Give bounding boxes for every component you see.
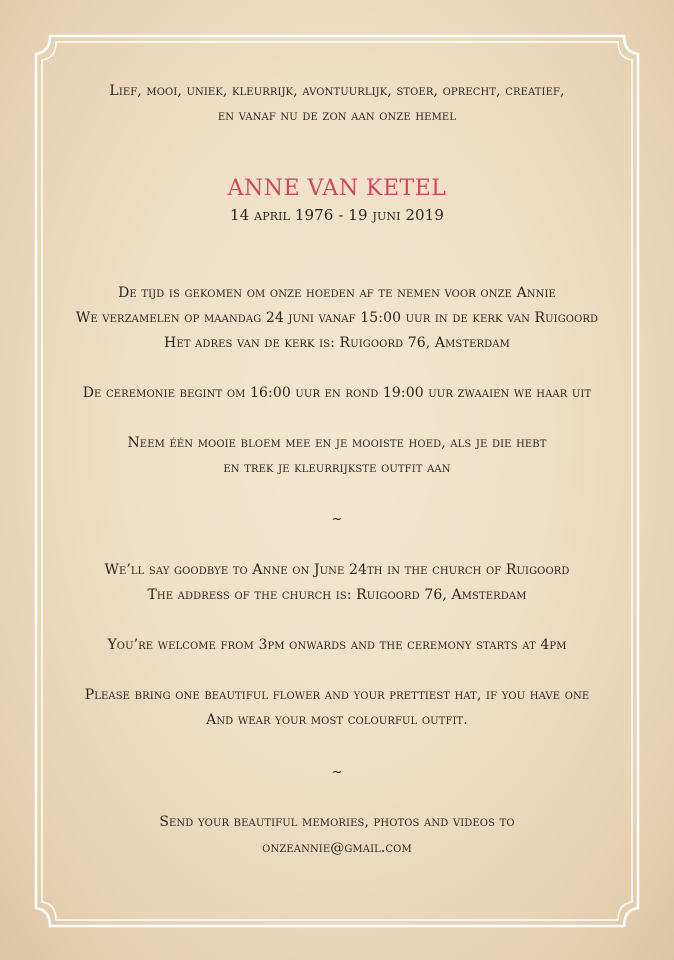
english-p2: You’re welcome from 3pm onwards and the ceremony starts at 4pm: [107, 637, 567, 653]
dutch-p1-line-2: We verzamelen op maandag 24 juni vanaf 15:00 uur in de kerk van Ruigoord: [75, 310, 599, 326]
intro-line-2: en vanaf nu de zon aan onze hemel: [217, 108, 457, 124]
separator-1: ~: [331, 512, 343, 527]
dutch-p2: De ceremonie begint om 16:00 uur en rond 19:00 uur zwaaien we haar uit: [82, 385, 592, 401]
intro-line-1: Lief, mooi, uniek, kleurrijk, avontuurlijk, stoer, oprecht, creatief,: [109, 83, 565, 99]
dutch-p3-line-1: Neem één mooie bloem mee en je mooiste hoed, als je die hebt: [127, 435, 547, 451]
frame-inner-border: [42, 42, 632, 920]
contact-email: onzeannie@gmail.com: [262, 840, 412, 856]
contact-line: Send your beautiful memories, photos and videos to: [159, 814, 515, 830]
english-p3-line-2: And wear your most colourful outfit.: [206, 712, 468, 728]
dutch-p1-line-3: Het adres van de kerk is: Ruigoord 76, Amsterdam: [164, 335, 510, 351]
separator-2: ~: [331, 765, 343, 780]
english-p1-line-2: The address of the church is: Ruigoord 76, Amsterdam: [147, 587, 527, 603]
english-p3-line-1: Please bring one beautiful flower and your prettiest hat, if you have one: [84, 687, 590, 703]
frame-outer-border: [36, 36, 638, 926]
dutch-p3-line-2: en trek je kleurrijkste outfit aan: [223, 460, 451, 476]
person-name: ANNE VAN KETEL: [227, 176, 447, 201]
person-dates: 14 april 1976 - 19 juni 2019: [230, 206, 444, 224]
english-p1-line-1: We’ll say goodbye to Anne on June 24th in the church of Ruigoord: [104, 562, 570, 578]
dutch-p1-line-1: De tijd is gekomen om onze hoeden af te nemen voor onze Annie: [118, 285, 556, 301]
